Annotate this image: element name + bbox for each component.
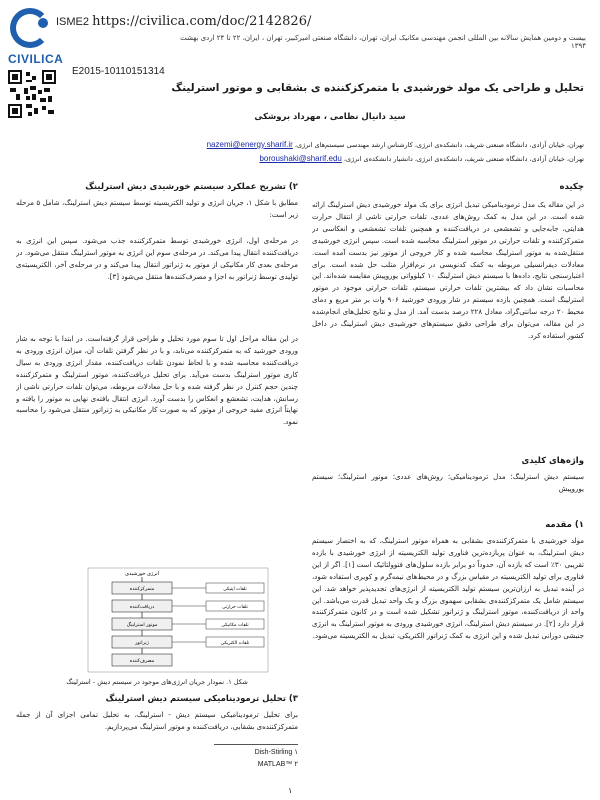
diagram-box-4: [112, 636, 172, 648]
footnote-divider: [214, 744, 298, 745]
section2-heading: ۲) تشریح عملکرد سیستم خورشیدی دیش استرلینگ: [85, 182, 298, 192]
qr-code-icon: [8, 70, 56, 118]
affiliation-2-email[interactable]: boroushaki@sharif.edu: [259, 154, 342, 163]
svg-text:ژنراتور: ژنراتور: [135, 641, 149, 646]
svg-text:مصرف‌کننده: مصرف‌کننده: [129, 659, 155, 664]
svg-text:تلفات اپتیکی: تلفات اپتیکی: [223, 587, 247, 592]
footnote-1: Dish-Stirling ۱: [254, 749, 298, 756]
affiliation-1-text: تهران، خیابان آزادی، دانشگاه صنعتی شریف، دانشکده‌ی انرژی، کارشناس ارشد مهندسی سیستم‌های انرژی،: [294, 141, 584, 149]
energy-flow-diagram: [86, 566, 270, 674]
header-url-line: [56, 14, 311, 29]
diagram-loss-1: [206, 583, 264, 593]
affiliation-2: [150, 154, 584, 163]
section2-p2: در مرحله‌ی اول، انرژی خورشیدی توسط متمرکزکننده جذب می‌شود. سپس این انرژی به دریافت‌کننده انتقال پیدا می‌کند. در مرحله‌ی سوم این انرژی به موتور استرلینگ منتقل می‌شود. در مرحله‌ی بعدی کار مکانیکی از موتور به ژنراتور انتقال پیدا می‌کند و در مرحله‌ی آخر، الکتریسیته‌ی تولیدی توسط ژنراتور به اجزا و مصرف‌کننده‌ها منتقل می‌شود [۳].: [16, 237, 298, 281]
diagram-box-2: [112, 600, 172, 612]
figure-caption: شکل ۱. نمودار جریان انرژی‌های موجود در سیستم دیش - استرلینگ: [66, 678, 248, 686]
section2-p3: در این مقاله مراحل اول تا سوم مورد تحلیل و طراحی قرار گرفته‌است. در ابتدا با توجه به شار ورودی خورشید که به متمرکزکننده می‌تابد، و با در نظر گرفتن تلفات آن، میزان انرژی ورودی به دریافت‌کننده محاسبه شده و با لحاظ نمودن تلفات دریافت‌کننده، مقدار انرژی ورودی به سیال کاری موتور استرلینگ بدست می‌آید. برای تحلیل دریافت‌کننده، موتور استرلینگ و متمرکزکننده چندین حجم کنترل در نظر گرفته شده و با حل معادلات مربوطه، می‌توان تلفات حرارتی ناشی از رسانش، هدایت، تشعشع و انعکاس را بدست آورد. انرژی انتقال یافته‌ی نهایی به موتور را یافته و نهایتاً انرژی مفید خروجی از موتور که به صورت کار مکانیکی به ژنراتور منتقل می‌شود را محاسبه نمود.: [16, 335, 298, 427]
keywords-heading: واژه‌های کلیدی: [521, 456, 584, 466]
logo-dot-icon: [38, 18, 48, 28]
conference-line: بیست و دومین همایش سالانه بین المللی انجمن مهندسی مکانیک ایران، تهران، دانشگاه صنعتی امیرکبیر، تهران ، ایران، ۲۲ تا ۲۴ اردی بهشت ۱۳۹۴: [180, 34, 586, 50]
diagram-loss-4: [206, 637, 264, 647]
diagram-box-3: [112, 618, 172, 630]
intro-heading: ۱) مقدمه: [545, 520, 584, 530]
svg-text:متمرکزکننده: متمرکزکننده: [129, 587, 155, 592]
abstract-body: در این مقاله یک مدل ترمودینامیکی تبدیل انرژی برای یک مولد خورشیدی دیش استرلینگ ارائه شده است. در این مدل به کمک روش‌های عددی، تلفات حرارتی ناشی از انتقال حرارت هدایتی، جابه‌جایی و تشعشعی در دریافت‌کننده و همچنین تلفات تشعشعی و انعکاسی در متمرکزکننده و تلفات حرارتی در موتور استرلینگ محاسبه شده است. سپس انرژی خورشیدی منتقل‌شده به موتور استرلینگ محاسبه شده و کار خروجی از موتور نیز بدست آمده است. معادلات دیفرانسیلی مربوطه به کمک کدنویسی در نرم‌افزار متلب حل شده است. برای اعتبارسنجی نتایج، داده‌ها با سیستم دیش استرلینگ ۱۰ کیلوواتی یوروپیش مقایسه شده‌اند. این محاسبات نشان داد که بیشترین تلفات حرارتی سیستم، تلفات حرارتی موجود در موتور استرلینگ است. همچنین بازده سیستم در شار ورودی خورشید ۹۰۶ وات بر متر مربع و دمای محیط ۲۰ درجه سانتی‌گراد، معادل ۲۲۸ درصد بدست آمد. از مدل و نتایج تحلیل‌های انجام‌شده در این مقاله، می‌توان برای طراحی دقیق سیستم‌های خورشیدی دیش استرلینگ در داخل کشور استفاده کرد.: [312, 201, 584, 340]
diagram-loss-2: [206, 601, 264, 611]
diagram-label-top: انرژی خورشیدی: [125, 571, 159, 577]
abstract-heading: چکیده: [559, 182, 584, 192]
affiliation-1: [150, 140, 584, 149]
paper-authors: سید دانیال نظامی ، مهرداد بروشکی: [254, 112, 406, 122]
diagram-box-1: [112, 582, 172, 594]
svg-text:تلفات مکانیکی: تلفات مکانیکی: [221, 623, 249, 628]
svg-text:موتور استرلینگ: موتور استرلینگ: [126, 623, 158, 628]
diagram-box-5: [112, 654, 172, 666]
section3-body: برای تحلیل ترمودینامیکی سیستم دیش - استرلینگ، به تحلیل تمامی اجزای آن از جمله متمرکزکننده‌ی بشقابی، دریافت‌کننده و موتور استرلینگ می‌پردازیم.: [16, 711, 298, 731]
page-number: ۱: [288, 786, 293, 795]
affiliation-1-email[interactable]: nazemi@energy.sharif.ir: [206, 140, 293, 149]
footnote-2: MATLAB™ ۲: [257, 761, 298, 768]
svg-text:تلفات الکتریکی: تلفات الکتریکی: [220, 641, 250, 646]
paper-title: تحلیل و طراحی یک مولد خورشیدی با متمرکزکننده ی بشقابی و موتور استرلینگ: [171, 82, 584, 94]
section2-p1: مطابق با شکل ۱، جریان انرژی و تولید الکتریسیته توسط سیستم دیش استرلینگ، شامل ۵ مرحله زیر است:: [16, 199, 298, 219]
logo-c-icon: [10, 8, 50, 48]
logo-text: CIVILICA: [8, 52, 64, 66]
affiliation-2-text: تهران، خیابان آزادی، دانشگاه صنعتی شریف، دانشکده‌ی انرژی، دانشیار دانشکده‌ی انرژی،: [343, 155, 584, 163]
diagram-loss-3: [206, 619, 264, 629]
intro-body: مولد خورشیدی با متمرکزکننده‌ی بشقابی به همراه موتور استرلینگ، که به اختصار سیستم دیش استرلینگ، به عنوان پربازده‌ترین فناوری تولید الکتریسیته از انرژی خورشیدی با بازده تقریبی ۳۰٪ است که بازده آن، حدوداً دو برابر بازده سلول‌های فتوولتائیک است [۱]. اگر از این فناوری برای تولید الکتریسیته در مقیاس بزرگ و در محیط‌های نیمه‌گرم و کویری استفاده شود، در آینده تبدیل به ارزان‌ترین سیستم تولید الکتریسیته از انرژی‌های تجدیدپذیر خواهد شد. این سیستم شامل یک متمرکزکننده‌ی بشقابی سهموی بزرگ و یک واحد تبدیل قدرت می‌باشد. این واحد از دریافت‌کننده، موتور استرلینگ و ژنراتور تشکیل شده است و در کانون متمرکزکننده قرار دارد [۲]. در سیستم دیش استرلینگ، انرژی خورشیدی ورودی به موتور استرلینگ به انرژی جنبشی دورانی تبدیل شده و این انرژی به کمک ژنراتور الکتریکی، تبدیل به الکتریسیته می‌شود.: [312, 537, 584, 641]
svg-text:تلفات حرارتی: تلفات حرارتی: [222, 605, 248, 610]
section3-heading: ۳) تحلیل ترمودینامیکی سیستم دیش استرلینگ: [105, 694, 298, 704]
paper-id: E2015-10110151314: [72, 66, 165, 77]
conf-code: ISME2: [56, 16, 90, 28]
document-url[interactable]: https://civilica.com/doc/2142826/: [92, 14, 312, 29]
svg-text:دریافت‌کننده: دریافت‌کننده: [129, 605, 155, 610]
keywords-text: سیستم دیش استرلینگ؛ مدل ترمودینامیکی؛ روش‌های عددی؛ موتور استرلینگ؛ سیستم یوروپیش: [312, 473, 584, 493]
